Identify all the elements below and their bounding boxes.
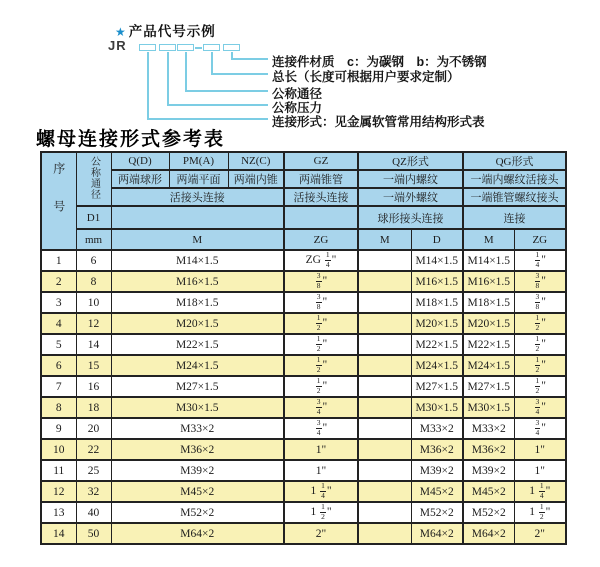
table-cell-dn: 22 <box>76 439 111 460</box>
table-cell-dn: 20 <box>76 418 111 439</box>
table-cell-qg_m: M39×2 <box>463 460 514 481</box>
header-gz-desc: 两端锥管 <box>284 170 358 188</box>
nut-connection-reference-table <box>40 151 567 545</box>
table-cell-zg: $\frac{1}{2}$ " <box>284 376 358 397</box>
header-qz-m: M <box>358 229 411 250</box>
table-cell-m: M22×1.5 <box>111 334 284 355</box>
table-row <box>41 481 566 502</box>
table-cell-qz_m <box>358 355 411 376</box>
fraction: $\frac{3}{4}$ <box>316 418 321 437</box>
code-box <box>139 44 156 51</box>
table-cell-qg_zg: $\frac{1}{2}$ " <box>514 376 566 397</box>
table-cell-dn: 18 <box>76 397 111 418</box>
table-cell-dn: 50 <box>76 523 111 544</box>
table-cell-qz_d: M20×1.5 <box>411 313 463 334</box>
header-q: Q(D) <box>111 152 169 170</box>
header-m-wide: M <box>111 229 284 250</box>
fraction: $\frac{3}{4}$ <box>316 397 321 416</box>
table-cell-qg_m: M24×1.5 <box>463 355 514 376</box>
header-qg-desc1: 一端内螺纹活接头 <box>463 170 566 188</box>
fraction: $\frac{1}{4}$ <box>321 481 325 500</box>
table-cell-qz_m <box>358 481 411 502</box>
table-cell-m: M64×2 <box>111 523 284 544</box>
table-cell-no: 6 <box>41 355 76 376</box>
header-pm: PM(A) <box>169 152 228 170</box>
code-separator-dash <box>195 47 202 49</box>
table-title: 螺母连接形式参考表 <box>36 129 226 150</box>
table-cell-dn: 15 <box>76 355 111 376</box>
header-qg-zg: ZG <box>514 229 566 250</box>
diagram-label-pressure: 公称压力 <box>272 101 323 115</box>
table-cell-no: 12 <box>41 481 76 502</box>
diagram-label-diameter: 公称通径 <box>272 87 323 101</box>
table-cell-qg_zg: $\frac{3}{4}$ " <box>514 397 566 418</box>
header-qg-desc2: 一端锥管螺纹接头 <box>463 188 566 206</box>
table-cell-zg: $\frac{1}{2}$ " <box>284 355 358 376</box>
table-body <box>41 250 566 544</box>
table-cell-qz_m <box>358 502 411 523</box>
connector-line <box>167 52 169 105</box>
table-cell-qz_m <box>358 376 411 397</box>
table-cell-zg: $\frac{3}{8}$ " <box>284 292 358 313</box>
connector-line <box>211 52 213 74</box>
table-cell-no: 3 <box>41 292 76 313</box>
table-cell-m: M30×1.5 <box>111 397 284 418</box>
table-cell-no: 13 <box>41 502 76 523</box>
table-cell-qg_m: M30×1.5 <box>463 397 514 418</box>
table-cell-qz_m <box>358 418 411 439</box>
code-box <box>159 44 176 51</box>
table-cell-m: M36×2 <box>111 439 284 460</box>
table-cell-qz_d: M64×2 <box>411 523 463 544</box>
diagram-heading <box>115 20 216 40</box>
table-cell-zg: $\frac{1}{2}$ " <box>284 334 358 355</box>
table-cell-zg: ZG $\frac{1}{4}$ " <box>284 250 358 271</box>
table-cell-qg_m: M16×1.5 <box>463 271 514 292</box>
table-cell-qg_m: M64×2 <box>463 523 514 544</box>
header-qz-d: D <box>411 229 463 250</box>
header-q-desc: 两端球形 <box>111 170 169 188</box>
header-nominal-diameter <box>76 152 111 206</box>
header-union-connection: 活接头连接 <box>111 188 284 206</box>
table-cell-dn: 8 <box>76 271 111 292</box>
connector-line <box>167 104 268 106</box>
connector-line <box>185 52 187 91</box>
table-cell-qg_zg: 1 $\frac{1}{2}$ " <box>514 502 566 523</box>
table-cell-zg: $\frac{3}{8}$ " <box>284 271 358 292</box>
header-row-no <box>41 152 76 250</box>
fraction: $\frac{1}{2}$ <box>535 355 540 374</box>
header-qg-m: M <box>463 229 514 250</box>
table-cell-m: M18×1.5 <box>111 292 284 313</box>
table-cell-zg: 1" <box>284 460 358 481</box>
table-cell-dn: 25 <box>76 460 111 481</box>
header-cell-empty <box>111 206 284 229</box>
table-row <box>41 460 566 481</box>
fraction: $\frac{1}{2}$ <box>539 502 544 521</box>
table-cell-qg_m: M33×2 <box>463 418 514 439</box>
table-cell-qg_m: M18×1.5 <box>463 292 514 313</box>
table-cell-no: 1 <box>41 250 76 271</box>
connector-line <box>147 118 268 120</box>
header-pm-desc: 两端平面 <box>169 170 228 188</box>
table-cell-qg_m: M36×2 <box>463 439 514 460</box>
header-mm: mm <box>76 229 111 250</box>
table-cell-qz_d: M22×1.5 <box>411 334 463 355</box>
table-cell-qz_d: M52×2 <box>411 502 463 523</box>
table-cell-qz_m <box>358 523 411 544</box>
table-row <box>41 313 566 334</box>
header-qg: QG形式 <box>463 152 566 170</box>
fraction: $\frac{1}{2}$ <box>316 355 321 374</box>
header-qz-connection: 球形接头连接 <box>358 206 463 229</box>
diagram-label-length: 总长（长度可根据用户要求定制） <box>272 70 460 84</box>
table-cell-m: M14×1.5 <box>111 250 284 271</box>
table-cell-qz_d: M18×1.5 <box>411 292 463 313</box>
table-row <box>41 418 566 439</box>
table-cell-dn: 32 <box>76 481 111 502</box>
header-zg: ZG <box>284 229 358 250</box>
table-cell-qz_d: M16×1.5 <box>411 271 463 292</box>
table-cell-qg_zg: 1 $\frac{1}{4}$ " <box>514 481 566 502</box>
table-cell-qg_m: M27×1.5 <box>463 376 514 397</box>
table-cell-no: 4 <box>41 313 76 334</box>
table-cell-m: M45×2 <box>111 481 284 502</box>
table-cell-qg_zg: $\frac{3}{4}$ " <box>514 418 566 439</box>
diagram-heading-text: 产品代号示例 <box>128 24 216 39</box>
table-row <box>41 334 566 355</box>
fraction: $\frac{3}{8}$ <box>535 271 540 290</box>
table-cell-m: M52×2 <box>111 502 284 523</box>
table-cell-m: M33×2 <box>111 418 284 439</box>
table-cell-qg_m: M22×1.5 <box>463 334 514 355</box>
table-cell-qz_d: M24×1.5 <box>411 355 463 376</box>
star-icon: ★ <box>115 25 127 39</box>
table-cell-qz_m <box>358 292 411 313</box>
table-cell-no: 9 <box>41 418 76 439</box>
table-cell-m: M20×1.5 <box>111 313 284 334</box>
connector-line <box>147 52 149 119</box>
fraction: $\frac{3}{8}$ <box>535 292 540 311</box>
header-nz-desc: 两端内锥 <box>228 170 284 188</box>
table-cell-zg: 1" <box>284 439 358 460</box>
table-cell-zg: 1 $\frac{1}{4}$ " <box>284 481 358 502</box>
header-cell-empty <box>284 206 358 229</box>
table-cell-zg: $\frac{3}{4}$ " <box>284 397 358 418</box>
table-row <box>41 397 566 418</box>
table-cell-zg: $\frac{1}{2}$ " <box>284 313 358 334</box>
table-cell-qz_m <box>358 313 411 334</box>
table-cell-zg: $\frac{3}{4}$ " <box>284 418 358 439</box>
table-cell-qz_m <box>358 439 411 460</box>
header-qz-desc1: 一端内螺纹 <box>358 170 463 188</box>
code-box <box>177 44 194 51</box>
table-cell-qg_m: M45×2 <box>463 481 514 502</box>
table-cell-dn: 6 <box>76 250 111 271</box>
table-cell-qg_zg: 1" <box>514 460 566 481</box>
table-cell-qg_zg: $\frac{1}{2}$ " <box>514 355 566 376</box>
table-cell-qg_zg: $\frac{3}{8}$ " <box>514 292 566 313</box>
table-cell-no: 8 <box>41 397 76 418</box>
table-cell-qg_zg: $\frac{1}{2}$ " <box>514 334 566 355</box>
connector-line <box>231 58 268 60</box>
table-cell-qg_zg: $\frac{1}{4}$ " <box>514 250 566 271</box>
fraction: $\frac{1}{4}$ <box>539 481 544 500</box>
table-cell-qg_m: M20×1.5 <box>463 313 514 334</box>
table-cell-qz_d: M27×1.5 <box>411 376 463 397</box>
table-cell-no: 7 <box>41 376 76 397</box>
header-qg-connection: 连接 <box>463 206 566 229</box>
product-code-prefix: JR <box>108 38 127 53</box>
table-cell-qz_d: M36×2 <box>411 439 463 460</box>
table-cell-no: 14 <box>41 523 76 544</box>
table-cell-no: 10 <box>41 439 76 460</box>
code-box <box>223 44 240 51</box>
table-cell-qz_m <box>358 250 411 271</box>
header-qz-desc2: 一端外螺纹 <box>358 188 463 206</box>
connector-line <box>185 90 268 92</box>
fraction: $\frac{1}{4}$ <box>535 250 540 269</box>
table-cell-m: M24×1.5 <box>111 355 284 376</box>
table-cell-dn: 12 <box>76 313 111 334</box>
header-nominal-diameter-text: 公称通径 <box>88 155 100 200</box>
table-row <box>41 376 566 397</box>
fraction: $\frac{1}{2}$ <box>321 502 325 521</box>
fraction: $\frac{1}{2}$ <box>535 376 540 395</box>
table-cell-m: M39×2 <box>111 460 284 481</box>
table-cell-qz_d: M45×2 <box>411 481 463 502</box>
table-row <box>41 523 566 544</box>
table-cell-dn: 14 <box>76 334 111 355</box>
table-cell-m: M27×1.5 <box>111 376 284 397</box>
fraction: $\frac{1}{4}$ <box>325 250 330 269</box>
header-qz: QZ形式 <box>358 152 463 170</box>
fraction: $\frac{1}{2}$ <box>316 334 321 353</box>
table-cell-qz_d: M39×2 <box>411 460 463 481</box>
table-cell-qz_m <box>358 334 411 355</box>
table-cell-dn: 10 <box>76 292 111 313</box>
code-box <box>203 44 220 51</box>
table-cell-qg_zg: $\frac{3}{8}$ " <box>514 271 566 292</box>
table-cell-qz_m <box>358 460 411 481</box>
table-cell-dn: 16 <box>76 376 111 397</box>
diagram-label-connection: 连接形式：见金属软管常用结构形式表 <box>272 115 485 129</box>
table-cell-zg: 1 $\frac{1}{2}$ " <box>284 502 358 523</box>
table-cell-no: 5 <box>41 334 76 355</box>
fraction: $\frac{3}{8}$ <box>316 271 321 290</box>
header-gz: GZ <box>284 152 358 170</box>
table-cell-dn: 40 <box>76 502 111 523</box>
table-cell-no: 2 <box>41 271 76 292</box>
table-cell-qg_zg: 2" <box>514 523 566 544</box>
header-d1: D1 <box>76 206 111 229</box>
fraction: $\frac{1}{2}$ <box>316 313 321 332</box>
table-cell-qz_m <box>358 271 411 292</box>
table-cell-qz_d: M30×1.5 <box>411 397 463 418</box>
fraction: $\frac{1}{2}$ <box>535 313 540 332</box>
table-row <box>41 439 566 460</box>
table-row <box>41 502 566 523</box>
fraction: $\frac{1}{2}$ <box>535 334 540 353</box>
table-cell-zg: 2" <box>284 523 358 544</box>
table-cell-qg_zg: 1" <box>514 439 566 460</box>
table-cell-qg_m: M14×1.5 <box>463 250 514 271</box>
table-cell-qz_d: M14×1.5 <box>411 250 463 271</box>
table-row <box>41 355 566 376</box>
fraction: $\frac{3}{4}$ <box>535 397 540 416</box>
fraction: $\frac{3}{8}$ <box>316 292 321 311</box>
table-cell-qz_d: M33×2 <box>411 418 463 439</box>
diagram-label-material: 连接件材质 c：为碳钢 b：为不锈钢 <box>272 55 487 69</box>
header-row-no-text: 序号 <box>51 161 66 238</box>
fraction: $\frac{3}{4}$ <box>535 418 540 437</box>
header-gz-connection: 活接头连接 <box>284 188 358 206</box>
table-row <box>41 271 566 292</box>
table-cell-m: M16×1.5 <box>111 271 284 292</box>
table-cell-no: 11 <box>41 460 76 481</box>
header-nz: NZ(C) <box>228 152 284 170</box>
table-row <box>41 250 566 271</box>
table-cell-qg_m: M52×2 <box>463 502 514 523</box>
table-cell-qz_m <box>358 397 411 418</box>
table-row <box>41 292 566 313</box>
connector-line <box>211 73 268 75</box>
fraction: $\frac{1}{2}$ <box>316 376 321 395</box>
table-cell-qg_zg: $\frac{1}{2}$ " <box>514 313 566 334</box>
